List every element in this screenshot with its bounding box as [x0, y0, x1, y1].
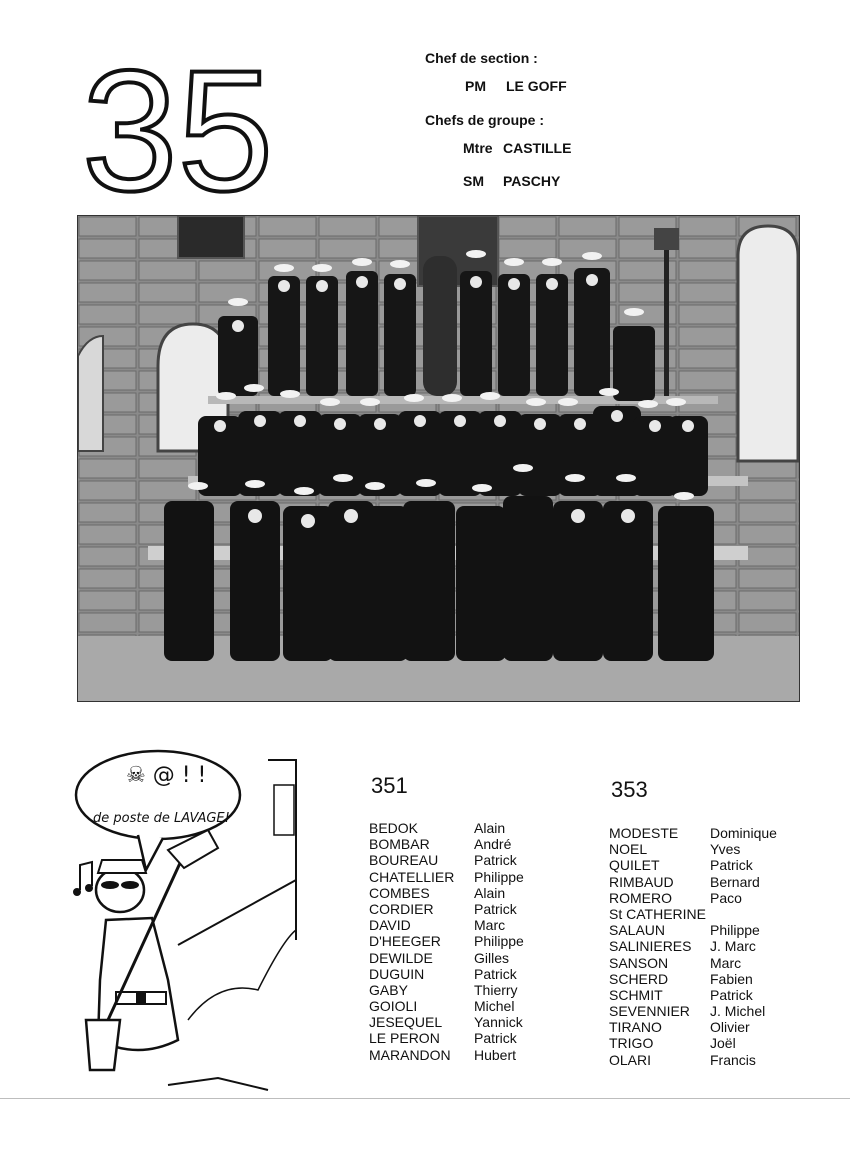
surname: D'HEEGER	[369, 933, 441, 950]
chef-de-groupe-rank: Mtre	[463, 140, 493, 156]
surname: TIRANO	[609, 1019, 662, 1036]
first-name: Marc	[474, 917, 506, 934]
surname: SEVENNIER	[609, 1003, 690, 1020]
surname: TRIGO	[609, 1035, 654, 1052]
surname: NOEL	[609, 841, 648, 858]
chef-de-groupe-name: CASTILLE	[503, 140, 572, 156]
surname: COMBES	[369, 884, 430, 901]
group-photo-drawing	[78, 216, 799, 701]
surname: QUILET	[609, 857, 660, 874]
sailor-cartoon	[68, 740, 300, 1095]
surname: RIMBAUD	[609, 873, 674, 890]
first-name: J. Michel	[710, 1003, 766, 1020]
first-name: André	[474, 836, 512, 853]
surname: CHATELLIER	[369, 868, 455, 885]
first-name: Olivier	[710, 1019, 750, 1036]
first-name: Marc	[710, 954, 742, 971]
first-name: Hubert	[474, 1046, 517, 1063]
chef-de-groupe-name: PASCHY	[503, 173, 561, 189]
group-353-number: 353	[611, 777, 648, 802]
chef-de-section-name: LE GOFF	[506, 78, 567, 94]
surname: CORDIER	[369, 900, 434, 917]
surname: MODESTE	[609, 825, 679, 841]
section-number	[80, 40, 310, 200]
cartoon-speech: de poste de LAVAGE!	[93, 811, 230, 826]
first-name: Dominique	[710, 825, 777, 841]
surname: OLARI	[609, 1051, 652, 1068]
first-name: Gilles	[474, 949, 510, 966]
first-name: Patrick	[710, 857, 753, 874]
first-name: Joël	[710, 1035, 736, 1052]
surname: JESEQUEL	[369, 1014, 443, 1031]
surname: BEDOK	[369, 820, 419, 836]
surname: BOMBAR	[369, 836, 430, 853]
surname: SANSON	[609, 954, 669, 971]
surname: SALINIERES	[609, 938, 692, 955]
surname: GABY	[369, 981, 408, 998]
first-name: Yves	[710, 841, 741, 858]
first-name: Patrick	[474, 965, 517, 982]
first-name: J. Marc	[710, 938, 756, 955]
chef-de-section-label: Chef de section :	[425, 50, 538, 66]
surname: DEWILDE	[369, 949, 433, 966]
first-name: Patrick	[474, 852, 517, 869]
surname: MARANDON	[369, 1046, 451, 1063]
first-name: Philippe	[474, 933, 524, 950]
cartoon-symbols: ☠ @ ! !	[126, 763, 207, 788]
cartoon-illustration	[68, 740, 300, 1095]
first-name: Michel	[474, 998, 515, 1015]
surname: St CATHERINE	[609, 905, 706, 922]
group-351-number: 351	[371, 773, 408, 798]
surname: GOIOLI	[369, 998, 418, 1015]
first-name: Paco	[710, 889, 742, 906]
surname: BOUREAU	[369, 852, 439, 869]
first-name: Alain	[474, 820, 506, 836]
first-name: Patrick	[710, 986, 753, 1003]
surname: DAVID	[369, 917, 411, 934]
surname: LE PERON	[369, 1030, 440, 1047]
first-name: Thierry	[474, 981, 518, 998]
first-name: Philippe	[474, 868, 524, 885]
chef-de-section-rank: PM	[465, 78, 486, 94]
group-photo	[77, 215, 800, 702]
section-number-text: 35	[82, 40, 274, 200]
first-name: Patrick	[474, 1030, 517, 1047]
chefs-de-groupe-label: Chefs de groupe :	[425, 112, 545, 128]
surname: DUGUIN	[369, 965, 425, 982]
surname: ROMERO	[609, 889, 672, 906]
first-name: Philippe	[710, 922, 760, 939]
page-edge-divider	[0, 1098, 850, 1099]
first-name: Fabien	[710, 970, 753, 987]
first-name: Bernard	[710, 873, 760, 890]
surname: SCHERD	[609, 970, 669, 987]
surname: SALAUN	[609, 922, 666, 939]
surname: SCHMIT	[609, 986, 663, 1003]
chef-de-groupe-rank: SM	[463, 173, 484, 189]
first-name: Yannick	[474, 1014, 523, 1031]
first-name: Patrick	[474, 900, 517, 917]
first-name: Alain	[474, 884, 506, 901]
first-name: Francis	[710, 1051, 756, 1068]
